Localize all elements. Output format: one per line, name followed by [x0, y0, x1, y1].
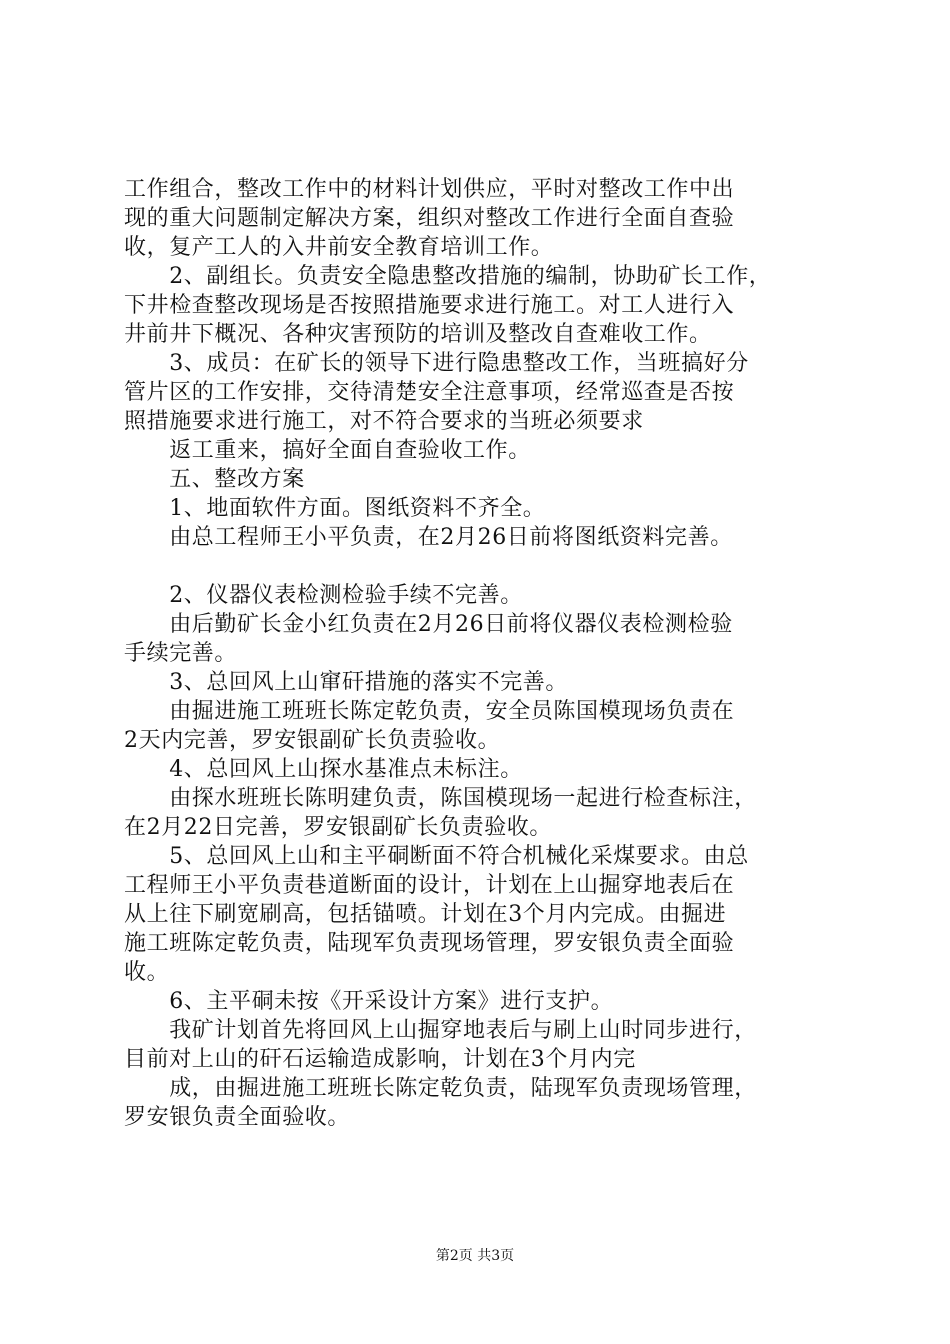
- text-line: 3、成员：在矿长的领导下进行隐患整改工作，当班搞好分: [124, 351, 749, 376]
- text-line: 收。: [124, 960, 170, 985]
- section-heading: 五、整改方案: [124, 467, 305, 492]
- text-line: 罗安银负责全面验收。: [124, 1105, 351, 1130]
- text-line: 4、总回风上山探水基准点未标注。: [124, 757, 523, 782]
- text-line: 返工重来，搞好全面自查验收工作。: [124, 438, 531, 463]
- text-line: 2、仪器仪表检测检验手续不完善。: [124, 583, 523, 608]
- text-line: 工程师王小平负责巷道断面的设计，计划在上山掘穿地表后在: [124, 873, 735, 898]
- text-line: 2天内完善，罗安银副矿长负责验收。: [124, 728, 501, 753]
- page-number: 第2页 共3页: [435, 1248, 515, 1264]
- document-body: [124, 175, 836, 1132]
- text-line: 施工班陈定乾负责，陆现军负责现场管理，罗安银负责全面验: [124, 931, 735, 956]
- text-line: 5、总回风上山和主平硐断面不符合机械化采煤要求。由总: [124, 844, 749, 869]
- text-line: 现的重大问题制定解决方案，组织对整改工作进行全面自查验: [124, 206, 735, 231]
- text-line: 管片区的工作安排，交待清楚安全注意事项，经常巡查是否按: [124, 380, 735, 405]
- text-line: 1、地面软件方面。图纸资料不齐全。: [124, 496, 546, 521]
- text-line: 由掘进施工班班长陈定乾负责，安全员陈国模现场负责在: [124, 699, 735, 724]
- text-line: 2、副组长。负责安全隐患整改措施的编制，协助矿长工作，: [124, 264, 772, 289]
- text-line: 从上往下刷宽刷高，包括锚喷。计划在3个月内完成。由掘进: [124, 902, 727, 927]
- text-line: 下井检查整改现场是否按照措施要求进行施工。对工人进行入: [124, 293, 735, 318]
- text-line: 井前井下概况、各种灾害预防的培训及整改自查难收工作。: [124, 322, 712, 347]
- text-line: 工作组合，整改工作中的材料计划供应，平时对整改工作中出: [124, 177, 735, 202]
- text-line: 6、主平硐未按《开采设计方案》进行支护。: [124, 989, 614, 1014]
- text-line: 我矿计划首先将回风上山掘穿地表后与刷上山时同步进行，: [124, 1018, 757, 1043]
- text-line: 3、总回风上山窜矸措施的落实不完善。: [124, 670, 568, 695]
- text-line: 由总工程师王小平负责，在2月26日前将图纸资料完善。: [124, 525, 733, 550]
- page-footer: [0, 1246, 950, 1266]
- blank-line: [124, 552, 836, 581]
- text-line: 成，由掘进施工班班长陈定乾负责，陆现军负责现场管理，: [124, 1076, 757, 1101]
- text-line: 照措施要求进行施工，对不符合要求的当班必须要求: [124, 409, 644, 434]
- text-line: 由后勤矿长金小红负责在2月26日前将仪器仪表检测检验: [124, 612, 733, 637]
- text-line: 手续完善。: [124, 641, 238, 666]
- text-line: 目前对上山的矸石运输造成影响，计划在3个月内完: [124, 1047, 636, 1072]
- text-line: 在2月22日完善，罗安银副矿长负责验收。: [124, 815, 552, 840]
- text-line: 由探水班班长陈明建负责，陈国模现场一起进行检查标注，: [124, 786, 757, 811]
- text-line: 收，复产工人的入井前安全教育培训工作。: [124, 235, 554, 260]
